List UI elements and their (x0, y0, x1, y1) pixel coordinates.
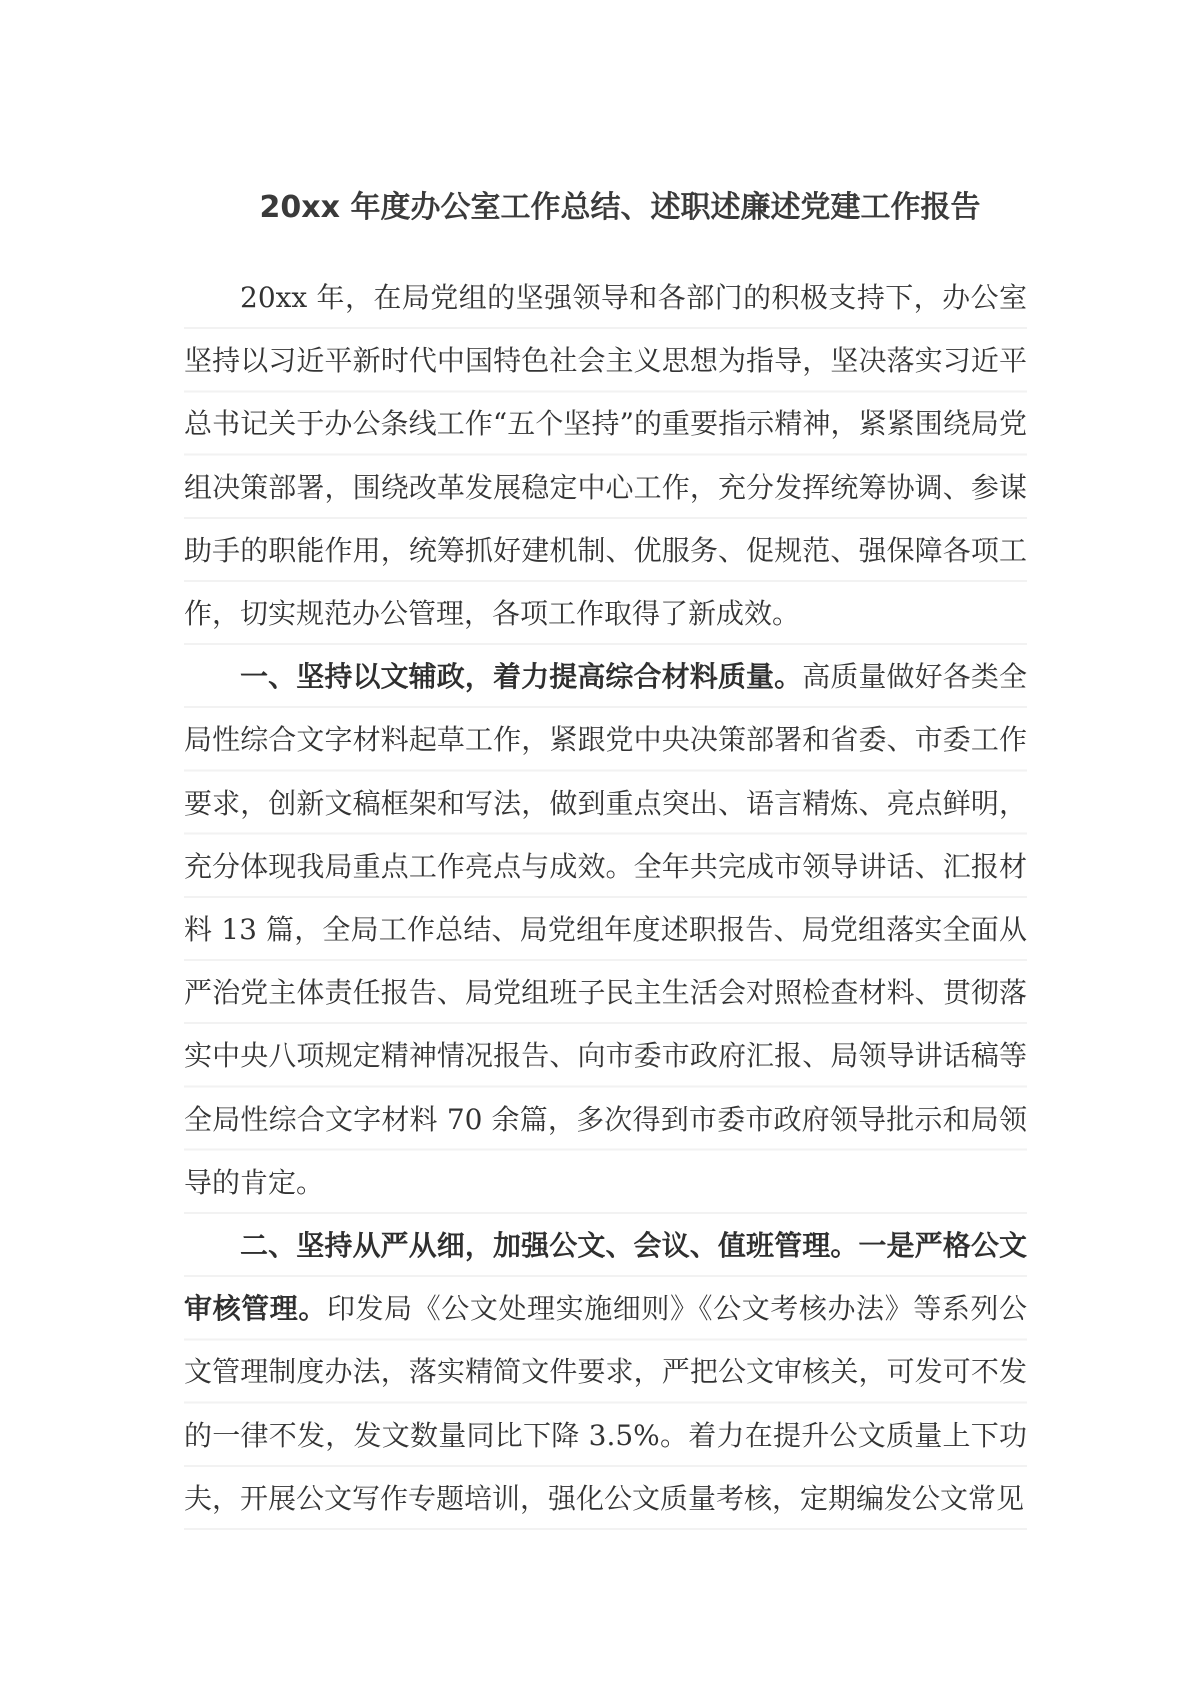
paragraph-text: 高质量做好各类全局性综合文字材料起草工作，紧跟党中央决策部署和省委、市委工作要求，创新文稿框架和写法，做到重点突出、语言精炼、亮点鲜明，充分体现我局重点工作亮点与成效。全年共完成市领导讲话、汇报材料 13 篇，全局工作总结、局党组年度述职报告、局党组落实全面从严治党主体责任报告、局党组班子民主生活会对照检查材料、贯彻落实中央八项规定精神情况报告、向市委市政府汇报、局领导讲话稿等全局性综合文字材料 70 余篇，多次得到市委市政府领导批示和局领导的肯定。 (184, 660, 1027, 1199)
paragraph-intro (184, 266, 1027, 645)
paragraph-section-1 (184, 645, 1027, 1214)
section-heading: 一、坚持以文辅政，着力提高综合材料质量。 (240, 660, 803, 694)
paragraph-section-2 (184, 1214, 1027, 1530)
document-title: 20xx 年度办公室工作总结、述职述廉述党建工作报告 (259, 190, 981, 225)
paragraph-text: 印发局《公文处理实施细则》《公文考核办法》等系列公文管理制度办法，落实精简文件要求，严把公文审核关，可发可不发的一律不发，发文数量同比下降 3.5%。着力在提升公文质量上下功夫，开展公文写作专题培训，强化公文质量考核，定期编发公文常见 (184, 1292, 1027, 1515)
paragraph-text: 20xx 年，在局党组的坚强领导和各部门的积极支持下，办公室坚持以习近平新时代中国特色社会主义思想为指导，坚决落实习近平总书记关于办公条线工作“五个坚持”的重要指示精神，紧紧围绕局党组决策部署，围绕改革发展稳定中心工作，充分发挥统筹协调、参谋助手的职能作用，统筹抓好建机制、优服务、促规范、强保障各项工作，切实规范办公管理，各项工作取得了新成效。 (184, 281, 1027, 631)
document-body (184, 266, 1027, 1530)
section-heading: 二、坚持从严从细，加强公文、会议、值班管理。一是严格公文审核管理。 (184, 1229, 1027, 1326)
